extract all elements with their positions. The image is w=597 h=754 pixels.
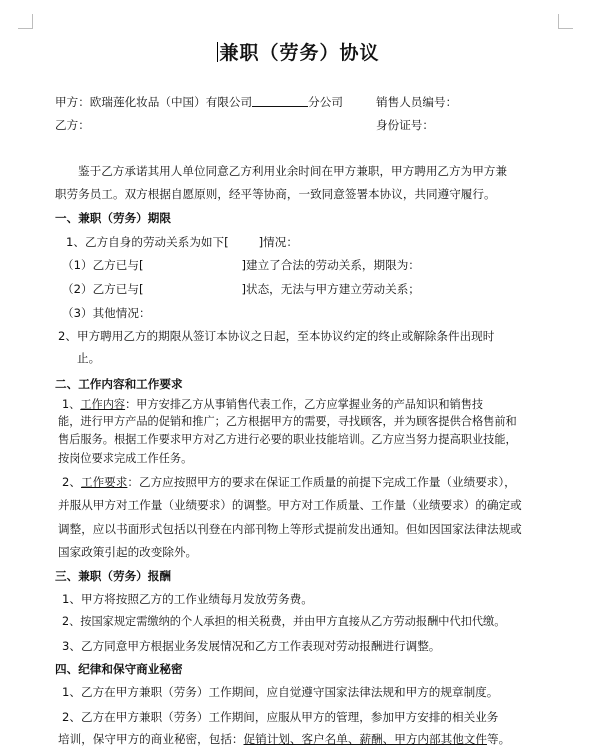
- clause-3-3: 3、乙方同意甲方根据业务发展情况和乙方工作表现对劳动报酬进行调整。: [62, 639, 441, 653]
- work-content-line: 售后服务。根据工作要求甲方对乙方进行必要的职业技能培训。乙方应当努力提高职业技能，: [58, 433, 517, 446]
- party-a-line: 甲方：欧瑞莲化妆品（中国）有限公司 分公司: [55, 95, 343, 109]
- work-content-line: 能，进行甲方产品的促销和推广；乙方根据甲方的需要，寻找顾客，并为顾客提供合格售前和: [58, 415, 517, 428]
- id-number-label: 身份证号：: [376, 118, 434, 132]
- section-heading: 二、工作内容和工作要求: [55, 377, 183, 391]
- section-heading: 一、兼职（劳务）期限: [55, 211, 171, 225]
- clause-4-2-cont: 培训，保守甲方的商业秘密，包括：促销计划、客户名单、薪酬、甲方内部其他文件等。: [58, 732, 511, 746]
- document-title: 兼职（劳务）协议: [219, 42, 380, 64]
- option-2: （2）乙方已与[ ]状态，无法与甲方建立劳动关系；: [62, 282, 420, 296]
- section-heading: 三、兼职（劳务）报酬: [55, 569, 171, 583]
- clause-3-1: 1、甲方将按照乙方的工作业绩每月发放劳务费。: [62, 592, 313, 606]
- work-requirement-line: 调整，应以书面形式包括以刊登在内部刊物上等形式提前发出通知。但如因国家法律法规或: [58, 522, 522, 536]
- intro-line: 鉴于乙方承诺其用人单位同意乙方利用业余时间在甲方兼职，甲方聘用乙方为甲方兼: [78, 164, 507, 178]
- party-b-label: 乙方：: [55, 118, 90, 132]
- option-3: （3）其他情况：: [62, 306, 151, 320]
- clause-4-1: 1、乙方在甲方兼职（劳务）工作期间，应自觉遵守国家法律法规和甲方的规章制度。: [62, 685, 499, 699]
- work-content-line: 1、工作内容：甲方安排乙方从事销售代表工作，乙方应掌握业务的产品知识和销售技: [62, 398, 484, 411]
- clause-1-1: 1、乙方自身的劳动关系为如下[ ]情况：: [66, 235, 298, 249]
- work-requirement-line: 并服从甲方对工作量（业绩要求）的调整。甲方对工作质量、工作量（业绩要求）的确定或: [58, 498, 522, 512]
- clause-1-2-cont: 止。: [77, 351, 101, 365]
- section-heading: 四、纪律和保守商业秘密: [55, 662, 183, 676]
- intro-line: 职劳务员工。双方根据自愿原则，经平等协商，一致同意签署本协议，共同遵守履行。: [55, 187, 496, 201]
- clause-4-2: 2、乙方在甲方兼职（劳务）工作期间，应服从甲方的管理，参加甲方安排的相关业务: [62, 710, 499, 724]
- sales-id-label: 销售人员编号：: [376, 95, 458, 109]
- option-1: （1）乙方已与[ ]建立了合法的劳动关系，期限为：: [62, 258, 420, 272]
- clause-3-2: 2、按国家规定需缴纳的个人承担的相关税费，并由甲方直接从乙方劳动报酬中代扣代缴。: [62, 615, 506, 628]
- clause-1-2: 2、甲方聘用乙方的期限从签订本协议之日起，至本协议约定的终止或解除条件出现时: [58, 329, 495, 343]
- branch-blank: [252, 94, 308, 107]
- page-corner-mark: [18, 14, 33, 29]
- work-content-line: 按岗位要求完成工作任务。: [58, 452, 193, 465]
- page-corner-mark: [558, 14, 573, 29]
- work-requirement-line: 国家政策引起的改变除外。: [58, 545, 198, 559]
- work-requirement-line: 2、工作要求：乙方应按照甲方的要求在保证工作质量的前提下完成工作量（业绩要求），: [62, 475, 516, 489]
